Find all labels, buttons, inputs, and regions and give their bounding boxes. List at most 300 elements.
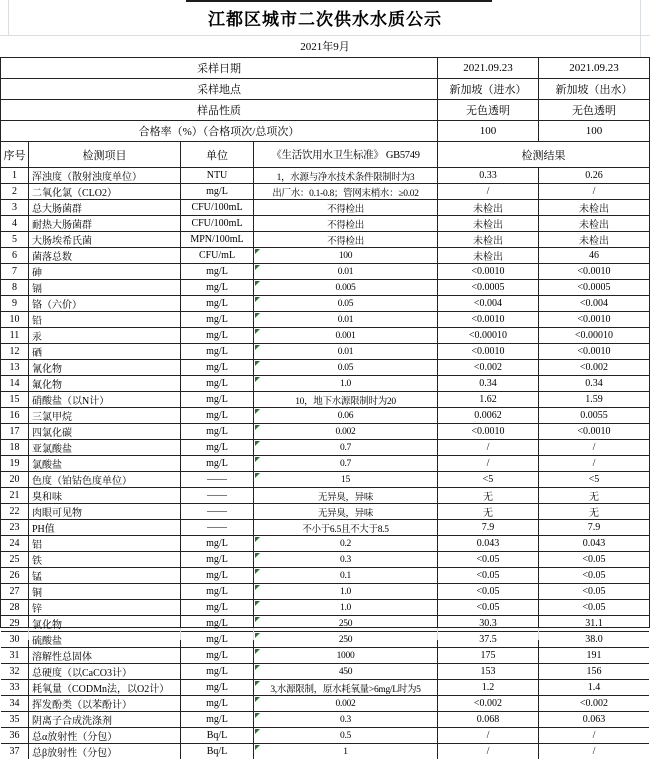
table-row bbox=[1, 680, 649, 696]
result-outlet-cell: <0.0005 bbox=[577, 282, 611, 293]
result-inlet-cell: / bbox=[438, 456, 539, 471]
standard-cell bbox=[254, 600, 438, 615]
comment-marker-icon bbox=[255, 361, 260, 366]
standard-value: 0.05 bbox=[337, 298, 354, 309]
table-row bbox=[1, 440, 649, 456]
unit-cell: mg/L bbox=[181, 552, 254, 567]
unit-cell: mg/L bbox=[181, 392, 254, 407]
comment-marker-icon bbox=[255, 713, 260, 718]
item-cell: 砷 bbox=[29, 264, 181, 279]
unit-cell: NTU bbox=[181, 168, 254, 183]
table-row bbox=[1, 744, 649, 759]
result-outlet-cell: 0.0055 bbox=[580, 410, 608, 421]
result-inlet-cell: <0.0010 bbox=[438, 312, 539, 327]
standard-cell bbox=[254, 568, 438, 583]
item-cell: 铁 bbox=[29, 552, 181, 567]
standard-cell bbox=[254, 488, 438, 503]
unit-cell: CFU/mL bbox=[181, 248, 254, 263]
standard-value: 1.0 bbox=[340, 602, 351, 613]
result-outlet-cell: 0.26 bbox=[585, 170, 603, 181]
item-cell: 铅 bbox=[29, 312, 181, 327]
result-inlet-cell: 0.068 bbox=[438, 712, 539, 727]
standard-value: 250 bbox=[338, 618, 353, 629]
standard-value: 1.0 bbox=[340, 378, 351, 389]
standard-cell bbox=[254, 664, 438, 679]
item-cell: 臭和味 bbox=[29, 488, 181, 503]
row-number-cell: 4 bbox=[1, 216, 29, 231]
standard-cell bbox=[254, 216, 438, 231]
table-row bbox=[1, 360, 649, 376]
result-inlet-cell: / bbox=[438, 440, 539, 455]
info-row-pass-rate bbox=[1, 121, 649, 142]
standard-value: 100 bbox=[338, 250, 353, 261]
table-row bbox=[1, 712, 649, 728]
result-inlet-cell: <0.0010 bbox=[438, 264, 539, 279]
unit-cell: mg/L bbox=[181, 264, 254, 279]
sampling-location-inlet: 新加坡（进水） bbox=[438, 79, 539, 99]
comment-marker-icon bbox=[255, 681, 260, 686]
row-number-cell: 22 bbox=[1, 504, 29, 519]
item-cell: 氯化物 bbox=[29, 616, 181, 631]
item-cell: PH值 bbox=[29, 520, 181, 535]
row-number-cell: 36 bbox=[1, 728, 29, 743]
table-row bbox=[1, 696, 649, 712]
standard-cell bbox=[254, 680, 438, 695]
data-rows bbox=[1, 168, 649, 759]
result-outlet-cell: / bbox=[592, 746, 596, 757]
row-number-cell: 6 bbox=[1, 248, 29, 263]
row-number-cell: 16 bbox=[1, 408, 29, 423]
unit-cell: mg/L bbox=[181, 456, 254, 471]
result-outlet-cell: <0.002 bbox=[579, 362, 609, 373]
result-inlet-cell: <0.002 bbox=[438, 696, 539, 711]
result-outlet-cell: <0.00010 bbox=[574, 330, 614, 341]
item-cell: 镉 bbox=[29, 280, 181, 295]
item-cell: 耐热大肠菌群 bbox=[29, 216, 181, 231]
standard-value: 0.01 bbox=[337, 314, 354, 325]
item-cell: 硫酸盐 bbox=[29, 632, 181, 647]
table-row bbox=[1, 488, 649, 504]
result-outlet-cell: 无 bbox=[589, 508, 599, 519]
table-row bbox=[1, 424, 649, 440]
standard-cell bbox=[254, 696, 438, 711]
result-outlet-cell: <0.002 bbox=[579, 698, 609, 709]
row-number-cell: 1 bbox=[1, 168, 29, 183]
row-number-cell: 2 bbox=[1, 184, 29, 199]
comment-marker-icon bbox=[255, 569, 260, 574]
result-outlet-cell: / bbox=[592, 442, 596, 453]
standard-value: 0.005 bbox=[335, 282, 356, 293]
standard-cell bbox=[254, 296, 438, 311]
result-inlet-cell: 37.5 bbox=[438, 632, 539, 647]
item-cell: 总大肠菌群 bbox=[29, 200, 181, 215]
item-cell: 大肠埃希氏菌 bbox=[29, 232, 181, 247]
row-number-cell: 29 bbox=[1, 616, 29, 631]
comment-marker-icon bbox=[255, 441, 260, 446]
comment-marker-icon bbox=[255, 745, 260, 750]
table-row bbox=[1, 344, 649, 360]
unit-cell: mg/L bbox=[181, 408, 254, 423]
standard-cell bbox=[254, 712, 438, 727]
standard-value: 无异臭，异味 bbox=[317, 492, 374, 503]
result-inlet-cell: 0.34 bbox=[438, 376, 539, 391]
item-cell: 三氯甲烷 bbox=[29, 408, 181, 423]
result-outlet-cell: 156 bbox=[586, 666, 602, 677]
sampling-location-label: 采样地点 bbox=[1, 79, 438, 99]
result-outlet-cell: 0.043 bbox=[582, 538, 606, 549]
table-row bbox=[1, 552, 649, 568]
result-inlet-cell: <0.05 bbox=[438, 600, 539, 615]
row-number-cell: 35 bbox=[1, 712, 29, 727]
result-outlet-cell: 1.59 bbox=[585, 394, 603, 405]
standard-cell bbox=[254, 360, 438, 375]
result-inlet-cell: 未检出 bbox=[438, 248, 539, 263]
item-cell: 总硬度（以CaCO3计） bbox=[29, 664, 181, 679]
standard-cell bbox=[254, 728, 438, 743]
result-inlet-cell: <0.004 bbox=[438, 296, 539, 311]
standard-value: 0.002 bbox=[335, 698, 356, 709]
unit-cell: mg/L bbox=[181, 344, 254, 359]
table-row bbox=[1, 184, 649, 200]
comment-marker-icon bbox=[255, 729, 260, 734]
table-header-row bbox=[1, 142, 649, 168]
result-outlet-cell: 46 bbox=[589, 250, 599, 261]
result-inlet-cell: <0.00010 bbox=[438, 328, 539, 343]
item-cell: 挥发酚类（以苯酚计） bbox=[29, 696, 181, 711]
info-row-sample-nature bbox=[1, 100, 649, 121]
result-inlet-cell: <0.0005 bbox=[438, 280, 539, 295]
table-row bbox=[1, 568, 649, 584]
info-row-sampling-date bbox=[1, 58, 649, 79]
standard-cell bbox=[254, 552, 438, 567]
row-number-cell: 33 bbox=[1, 680, 29, 695]
comment-marker-icon bbox=[255, 553, 260, 558]
comment-marker-icon bbox=[255, 697, 260, 702]
gridline bbox=[28, 628, 29, 640]
row-number-cell: 17 bbox=[1, 424, 29, 439]
unit-cell: MPN/100mL bbox=[181, 232, 254, 247]
result-outlet-cell: 31.1 bbox=[585, 618, 603, 629]
standard-value: 0.3 bbox=[340, 554, 351, 565]
standard-value: 0.5 bbox=[340, 730, 351, 741]
report-month: 2021年9月 bbox=[300, 41, 350, 53]
table-row bbox=[1, 280, 649, 296]
result-outlet-cell: 38.0 bbox=[585, 634, 603, 645]
standard-cell bbox=[254, 408, 438, 423]
item-cell: 四氯化碳 bbox=[29, 424, 181, 439]
table-row bbox=[1, 728, 649, 744]
standard-cell bbox=[254, 536, 438, 551]
unit-cell: mg/L bbox=[181, 568, 254, 583]
result-inlet-cell: 153 bbox=[438, 664, 539, 679]
standard-value: 不得检出 bbox=[327, 204, 364, 215]
row-number-cell: 21 bbox=[1, 488, 29, 503]
comment-marker-icon bbox=[255, 665, 260, 670]
result-outlet-cell: 7.9 bbox=[587, 522, 601, 533]
item-cell: 总β放射性（分包） bbox=[29, 744, 181, 759]
result-outlet-cell: 未检出 bbox=[579, 236, 609, 247]
row-number-cell: 26 bbox=[1, 568, 29, 583]
item-cell: 硒 bbox=[29, 344, 181, 359]
row-number-cell: 25 bbox=[1, 552, 29, 567]
row-number-cell: 12 bbox=[1, 344, 29, 359]
standard-value: 0.3 bbox=[340, 714, 351, 725]
row-number-cell: 32 bbox=[1, 664, 29, 679]
table-row bbox=[1, 248, 649, 264]
comment-marker-icon bbox=[255, 617, 260, 622]
result-inlet-cell: <0.0010 bbox=[438, 344, 539, 359]
standard-cell bbox=[254, 344, 438, 359]
sampling-date-inlet: 2021.09.23 bbox=[438, 58, 539, 78]
result-outlet-cell: 无 bbox=[589, 492, 599, 503]
row-number-cell: 18 bbox=[1, 440, 29, 455]
comment-marker-icon bbox=[255, 297, 260, 302]
pass-rate-label: 合格率（%）（合格项次/总项次） bbox=[1, 121, 438, 141]
standard-value: 0.01 bbox=[337, 346, 354, 357]
item-cell: 溶解性总固体 bbox=[29, 648, 181, 663]
table-row bbox=[1, 520, 649, 536]
unit-cell: mg/L bbox=[181, 360, 254, 375]
result-inlet-cell: <0.05 bbox=[438, 568, 539, 583]
row-number-cell: 7 bbox=[1, 264, 29, 279]
unit-cell: mg/L bbox=[181, 648, 254, 663]
standard-cell bbox=[254, 168, 438, 183]
result-inlet-cell: 0.043 bbox=[438, 536, 539, 551]
comment-marker-icon bbox=[255, 457, 260, 462]
result-outlet-cell: <0.05 bbox=[582, 602, 606, 613]
page-title: 江都区城市二次供水水质公示 bbox=[208, 10, 442, 29]
row-number-cell: 10 bbox=[1, 312, 29, 327]
result-inlet-cell: 未检出 bbox=[438, 232, 539, 247]
result-inlet-cell: 1.2 bbox=[438, 680, 539, 695]
result-outlet-cell: / bbox=[592, 730, 596, 741]
table-row bbox=[1, 648, 649, 664]
standard-cell bbox=[254, 584, 438, 599]
item-cell: 硝酸盐（以N计） bbox=[29, 392, 181, 407]
unit-cell: Bq/L bbox=[181, 744, 254, 759]
header-result: 检测结果 bbox=[521, 149, 566, 162]
unit-cell: mg/L bbox=[181, 600, 254, 615]
gridline bbox=[437, 628, 438, 640]
row-number-cell: 23 bbox=[1, 520, 29, 535]
table-row bbox=[1, 456, 649, 472]
standard-cell bbox=[254, 232, 438, 247]
table-row bbox=[1, 216, 649, 232]
sampling-date-label: 采样日期 bbox=[1, 58, 438, 78]
unit-cell: mg/L bbox=[181, 536, 254, 551]
sample-nature-inlet: 无色透明 bbox=[438, 100, 539, 120]
unit-cell: —— bbox=[181, 520, 254, 535]
result-outlet-cell: <0.05 bbox=[582, 570, 606, 581]
result-inlet-cell: / bbox=[438, 728, 539, 743]
table-row bbox=[1, 232, 649, 248]
unit-cell: mg/L bbox=[181, 296, 254, 311]
standard-value: 0.7 bbox=[340, 442, 351, 453]
unit-cell: mg/L bbox=[181, 696, 254, 711]
result-outlet-cell: <0.0010 bbox=[577, 314, 611, 325]
item-cell: 二氧化氯（CLO2） bbox=[29, 184, 181, 199]
comment-marker-icon bbox=[255, 313, 260, 318]
result-inlet-cell: 无 bbox=[438, 488, 539, 503]
row-number-cell: 27 bbox=[1, 584, 29, 599]
item-cell: 氰化物 bbox=[29, 360, 181, 375]
unit-cell: mg/L bbox=[181, 312, 254, 327]
unit-cell: —— bbox=[181, 504, 254, 519]
table-row bbox=[1, 504, 649, 520]
unit-cell: mg/L bbox=[181, 376, 254, 391]
result-inlet-cell: <0.05 bbox=[438, 584, 539, 599]
row-number-cell: 24 bbox=[1, 536, 29, 551]
standard-value: 0.05 bbox=[337, 362, 354, 373]
row-number-cell: 3 bbox=[1, 200, 29, 215]
standard-value: 15 bbox=[341, 474, 350, 485]
standard-cell bbox=[254, 264, 438, 279]
result-outlet-cell: / bbox=[592, 186, 596, 197]
standard-cell bbox=[254, 184, 438, 199]
row-number-cell: 5 bbox=[1, 232, 29, 247]
unit-cell: Bq/L bbox=[181, 728, 254, 743]
item-cell: 铝 bbox=[29, 536, 181, 551]
header-standard: 《生活饮用水卫生标准》 GB5749 bbox=[254, 142, 438, 167]
standard-cell bbox=[254, 520, 438, 535]
comment-marker-icon bbox=[255, 601, 260, 606]
result-inlet-cell: / bbox=[438, 184, 539, 199]
comment-marker-icon bbox=[255, 473, 260, 478]
header-item: 检测项目 bbox=[29, 142, 181, 167]
unit-cell: mg/L bbox=[181, 712, 254, 727]
table-row bbox=[1, 584, 649, 600]
comment-marker-icon bbox=[255, 585, 260, 590]
result-inlet-cell: 未检出 bbox=[438, 216, 539, 231]
pass-rate-inlet: 100 bbox=[438, 121, 539, 141]
item-cell: 铜 bbox=[29, 584, 181, 599]
pass-rate-outlet: 100 bbox=[585, 125, 603, 137]
table-row bbox=[1, 200, 649, 216]
item-cell: 总α放射性（分包） bbox=[29, 728, 181, 743]
sampling-date-outlet: 2021.09.23 bbox=[569, 62, 619, 74]
unit-cell: mg/L bbox=[181, 184, 254, 199]
table-row bbox=[1, 600, 649, 616]
row-number-cell: 20 bbox=[1, 472, 29, 487]
table-row bbox=[1, 312, 649, 328]
result-inlet-cell: 无 bbox=[438, 504, 539, 519]
row-number-cell: 30 bbox=[1, 632, 29, 647]
gridline bbox=[538, 628, 539, 640]
row-number-cell: 15 bbox=[1, 392, 29, 407]
result-inlet-cell: <0.002 bbox=[438, 360, 539, 375]
result-outlet-cell: <0.05 bbox=[582, 586, 606, 597]
item-cell: 锌 bbox=[29, 600, 181, 615]
item-cell: 阴离子合成洗涤剂 bbox=[29, 712, 181, 727]
unit-cell: mg/L bbox=[181, 584, 254, 599]
standard-value: 0.06 bbox=[337, 410, 354, 421]
comment-marker-icon bbox=[255, 649, 260, 654]
standard-cell bbox=[254, 440, 438, 455]
item-cell: 锰 bbox=[29, 568, 181, 583]
unit-cell: —— bbox=[181, 472, 254, 487]
standard-value: 10，地下水源限制时为20 bbox=[295, 396, 396, 407]
result-inlet-cell: 0.0062 bbox=[438, 408, 539, 423]
standard-value: 3,水源限制，原水耗氧量>6mg/L时为5 bbox=[270, 684, 421, 695]
unit-cell: CFU/100mL bbox=[181, 216, 254, 231]
result-inlet-cell: 7.9 bbox=[438, 520, 539, 535]
row-number-cell: 8 bbox=[1, 280, 29, 295]
standard-value: 出厂水：0.1-0.8；管网末梢水：≥0.02 bbox=[272, 188, 419, 199]
unit-cell: mg/L bbox=[181, 280, 254, 295]
sheet-bottom-margin bbox=[0, 628, 650, 640]
row-number-cell: 11 bbox=[1, 328, 29, 343]
row-number-cell: 37 bbox=[1, 744, 29, 759]
standard-value: 250 bbox=[338, 634, 353, 645]
standard-cell bbox=[254, 648, 438, 663]
item-cell: 色度（铂钴色度单位） bbox=[29, 472, 181, 487]
result-outlet-cell: 1.4 bbox=[587, 682, 601, 693]
standard-value: 不得检出 bbox=[327, 236, 364, 247]
standard-cell bbox=[254, 200, 438, 215]
unit-cell: mg/L bbox=[181, 616, 254, 631]
results-table bbox=[0, 57, 650, 759]
header-unit: 单位 bbox=[181, 142, 254, 167]
row-number-cell: 13 bbox=[1, 360, 29, 375]
standard-value: 1000 bbox=[336, 650, 355, 661]
item-cell: 氯酸盐 bbox=[29, 456, 181, 471]
result-outlet-cell: <0.0010 bbox=[577, 346, 611, 357]
gridline bbox=[180, 628, 181, 640]
standard-cell bbox=[254, 248, 438, 263]
table-row bbox=[1, 264, 649, 280]
unit-cell: mg/L bbox=[181, 440, 254, 455]
standard-value: 不得检出 bbox=[327, 220, 364, 231]
standard-value: 0.2 bbox=[340, 538, 351, 549]
result-inlet-cell: 未检出 bbox=[438, 200, 539, 215]
table-row bbox=[1, 376, 649, 392]
gridline bbox=[253, 628, 254, 640]
standard-value: 450 bbox=[338, 666, 353, 677]
item-cell: 亚氯酸盐 bbox=[29, 440, 181, 455]
standard-value: 1.0 bbox=[340, 586, 351, 597]
row-number-cell: 28 bbox=[1, 600, 29, 615]
table-row bbox=[1, 168, 649, 184]
comment-marker-icon bbox=[255, 265, 260, 270]
result-inlet-cell: 0.33 bbox=[438, 168, 539, 183]
item-cell: 铬（六价） bbox=[29, 296, 181, 311]
result-outlet-cell: / bbox=[592, 458, 596, 469]
table-row bbox=[1, 392, 649, 408]
item-cell: 肉眼可见物 bbox=[29, 504, 181, 519]
standard-cell bbox=[254, 424, 438, 439]
comment-marker-icon bbox=[255, 249, 260, 254]
row-number-cell: 19 bbox=[1, 456, 29, 471]
standard-value: 1 bbox=[343, 746, 348, 757]
standard-value: 0.1 bbox=[340, 570, 351, 581]
table-row bbox=[1, 472, 649, 488]
table-row bbox=[1, 328, 649, 344]
result-inlet-cell: 1.62 bbox=[438, 392, 539, 407]
standard-cell bbox=[254, 744, 438, 759]
result-inlet-cell: <0.0010 bbox=[438, 424, 539, 439]
standard-cell bbox=[254, 392, 438, 407]
table-row bbox=[1, 536, 649, 552]
result-inlet-cell: <5 bbox=[438, 472, 539, 487]
standard-cell bbox=[254, 456, 438, 471]
row-number-cell: 14 bbox=[1, 376, 29, 391]
result-outlet-cell: 0.063 bbox=[582, 714, 606, 725]
result-inlet-cell: 175 bbox=[438, 648, 539, 663]
result-inlet-cell: 30.3 bbox=[438, 616, 539, 631]
result-inlet-cell: / bbox=[438, 744, 539, 759]
standard-cell bbox=[254, 472, 438, 487]
standard-cell bbox=[254, 312, 438, 327]
